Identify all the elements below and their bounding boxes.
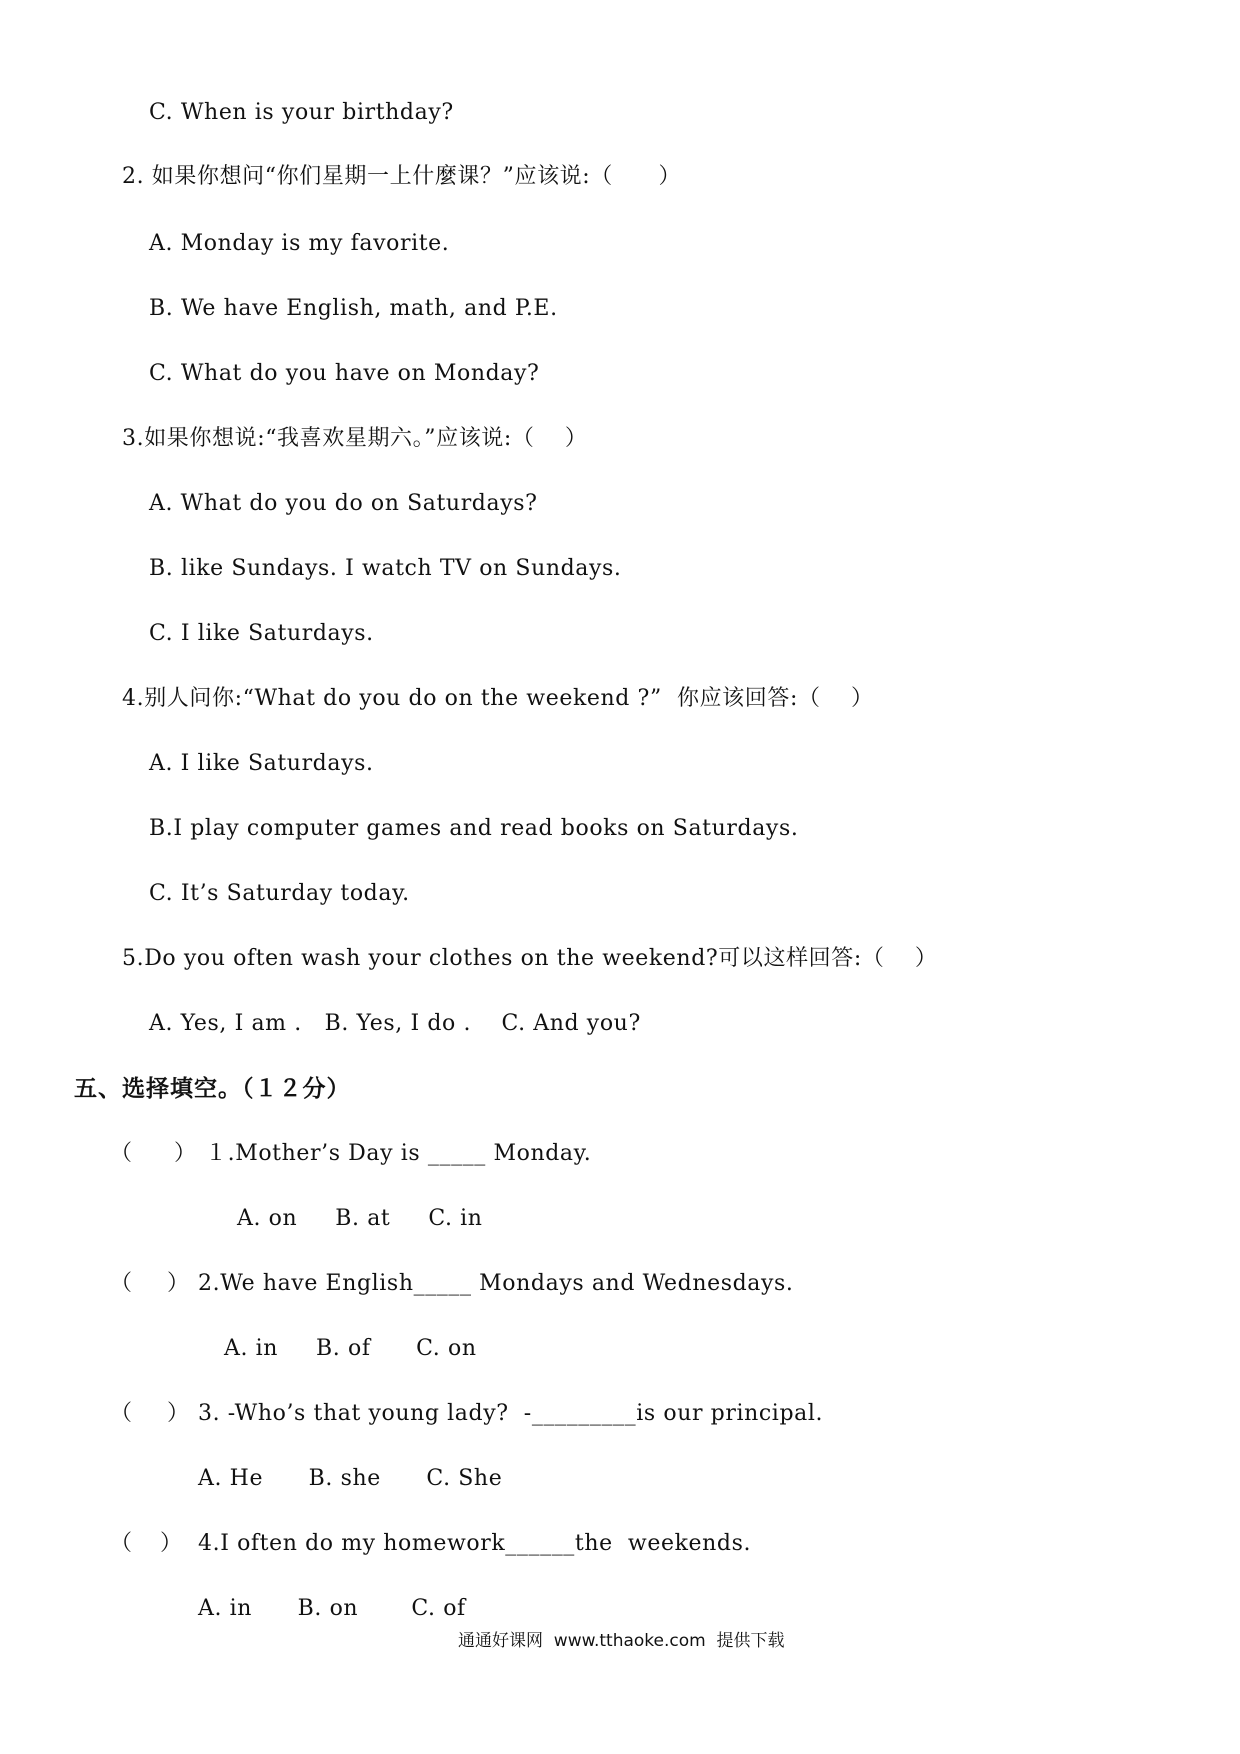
q3-option-a: A. What do you do on Saturdays? — [149, 491, 538, 516]
fill-q1-options: A. on B. at C. in — [237, 1206, 483, 1231]
footer-credit: 通通好课网 www.tthaoke.com 提供下载 — [458, 1631, 785, 1651]
q3-option-b: B. like Sundays. I watch TV on Sundays. — [149, 556, 622, 581]
q4-option-c: C. It’s Saturday today. — [149, 881, 410, 906]
answer-blank-1: （ ） — [110, 1141, 196, 1166]
q5-options: A. Yes, I am . B. Yes, I do . C. And you? — [149, 1011, 641, 1036]
fill-q1-stem: １.Mother’s Day is _____ Monday. — [205, 1141, 592, 1166]
fill-q3-options: A. He B. she C. She — [198, 1466, 503, 1491]
fill-q4-stem: 4.I often do my homework______the weekends. — [198, 1531, 752, 1556]
q5-stem: 5.Do you often wash your clothes on the weekend?可以这样回答:（ ） — [122, 946, 938, 971]
fill-q2-stem: 2.We have English_____ Mondays and Wednesdays. — [198, 1271, 794, 1296]
q2-option-c: C. What do you have on Monday? — [149, 361, 540, 386]
fill-q2-options: A. in B. of C. on — [224, 1336, 477, 1361]
answer-blank-3: （ ） — [110, 1401, 189, 1426]
q4-option-a: A. I like Saturdays. — [149, 751, 374, 776]
answer-blank-2: （ ） — [110, 1271, 189, 1296]
q1-option-c: C. When is your birthday? — [149, 100, 454, 125]
answer-blank-4: （ ） — [110, 1531, 182, 1556]
q3-option-c: C. I like Saturdays. — [149, 621, 374, 646]
section-5-heading: 五、选择填空。（１２分） — [74, 1076, 351, 1102]
q4-option-b: B.I play computer games and read books on Saturdays. — [149, 816, 799, 841]
q4-stem: 4.别人问你:“What do you do on the weekend ?” 你应该回答:（ ） — [122, 686, 874, 711]
q2-option-a: A. Monday is my favorite. — [149, 231, 450, 256]
q3-stem: 3.如果你想说:“我喜欢星期六。”应该说:（ ） — [122, 426, 588, 451]
q2-stem: 2. 如果你想问“你们星期一上什麼课？”应该说:（ ） — [122, 164, 682, 189]
q2-option-b: B. We have English, math, and P.E. — [149, 296, 558, 321]
fill-q3-stem: 3. -Who’s that young lady? -_________is our principal. — [198, 1401, 824, 1426]
fill-q4-options: A. in B. on C. of — [198, 1596, 466, 1621]
